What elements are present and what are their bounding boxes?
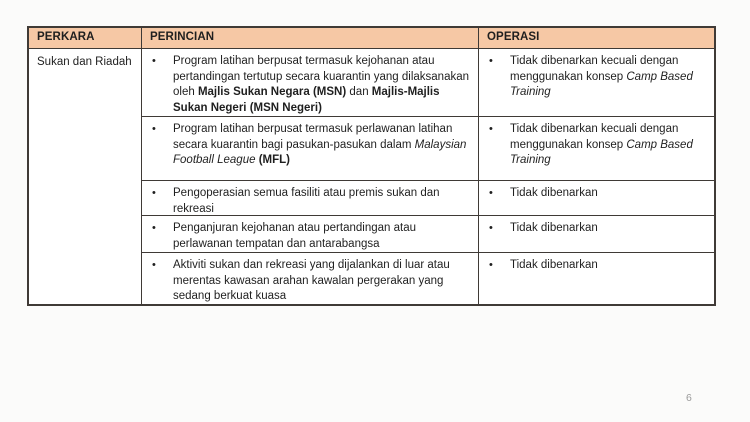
bullet-icon: • bbox=[152, 259, 156, 271]
bullet-icon: • bbox=[152, 222, 156, 234]
perincian-cell-row2 bbox=[142, 117, 479, 181]
header-perkara: PERKARA bbox=[29, 28, 142, 49]
perincian-cell-row4 bbox=[142, 216, 479, 253]
operasi-cell-row4 bbox=[479, 216, 714, 253]
operasi-text-row4: Tidak dibenarkan bbox=[510, 222, 598, 234]
operasi-cell-row2 bbox=[479, 117, 714, 181]
operasi-text-row3: Tidak dibenarkan bbox=[510, 187, 598, 199]
perincian-text-row5: Aktiviti sukan dan rekreasi yang dijalankan di luar atau merentas kawasan arahan kawalan pergerakan yang sedang berkuat kuasa bbox=[173, 259, 450, 302]
header-operasi: OPERASI bbox=[479, 28, 714, 49]
operasi-cell-row1 bbox=[479, 49, 714, 117]
bullet-icon: • bbox=[489, 222, 493, 234]
header-perincian: PERINCIAN bbox=[142, 28, 479, 49]
bullet-icon: • bbox=[152, 55, 156, 67]
page-number: 6 bbox=[686, 392, 692, 404]
perkara-cell: Sukan dan Riadah bbox=[29, 49, 142, 304]
perincian-text-row2: Program latihan berpusat termasuk perlawanan latihan secara kuarantin bagi pasukan-pasukan dalam Malaysian Football League (MFL) bbox=[173, 123, 467, 166]
bullet-icon: • bbox=[489, 187, 493, 199]
bullet-icon: • bbox=[489, 259, 493, 271]
perincian-cell-row5 bbox=[142, 253, 479, 304]
operasi-text-row5: Tidak dibenarkan bbox=[510, 259, 598, 271]
perincian-text-row3: Pengoperasian semua fasiliti atau premis sukan dan rekreasi bbox=[173, 187, 440, 215]
perincian-cell-row1 bbox=[142, 49, 479, 117]
perincian-text-row1: Program latihan berpusat termasuk kejohanan atau pertandingan tertutup secara kuarantin yang dilaksanakan oleh Majlis Sukan Negara (MSN) dan Majlis-Majlis Sukan Negeri (MSN Negeri) bbox=[173, 55, 470, 114]
operasi-cell-row3 bbox=[479, 181, 714, 216]
bullet-icon: • bbox=[152, 123, 156, 135]
operasi-cell-row5 bbox=[479, 253, 714, 304]
sop-table bbox=[27, 26, 716, 306]
perincian-text-row4: Penganjuran kejohanan atau pertandingan atau perlawanan tempatan dan antarabangsa bbox=[173, 222, 416, 250]
perincian-cell-row3 bbox=[142, 181, 479, 216]
operasi-text-row2: Tidak dibenarkan kecuali dengan menggunakan konsep Camp Based Training bbox=[510, 123, 693, 166]
bullet-icon: • bbox=[489, 123, 493, 135]
bullet-icon: • bbox=[489, 55, 493, 67]
bullet-icon: • bbox=[152, 187, 156, 199]
operasi-text-row1: Tidak dibenarkan kecuali dengan menggunakan konsep Camp Based Training bbox=[510, 55, 693, 98]
